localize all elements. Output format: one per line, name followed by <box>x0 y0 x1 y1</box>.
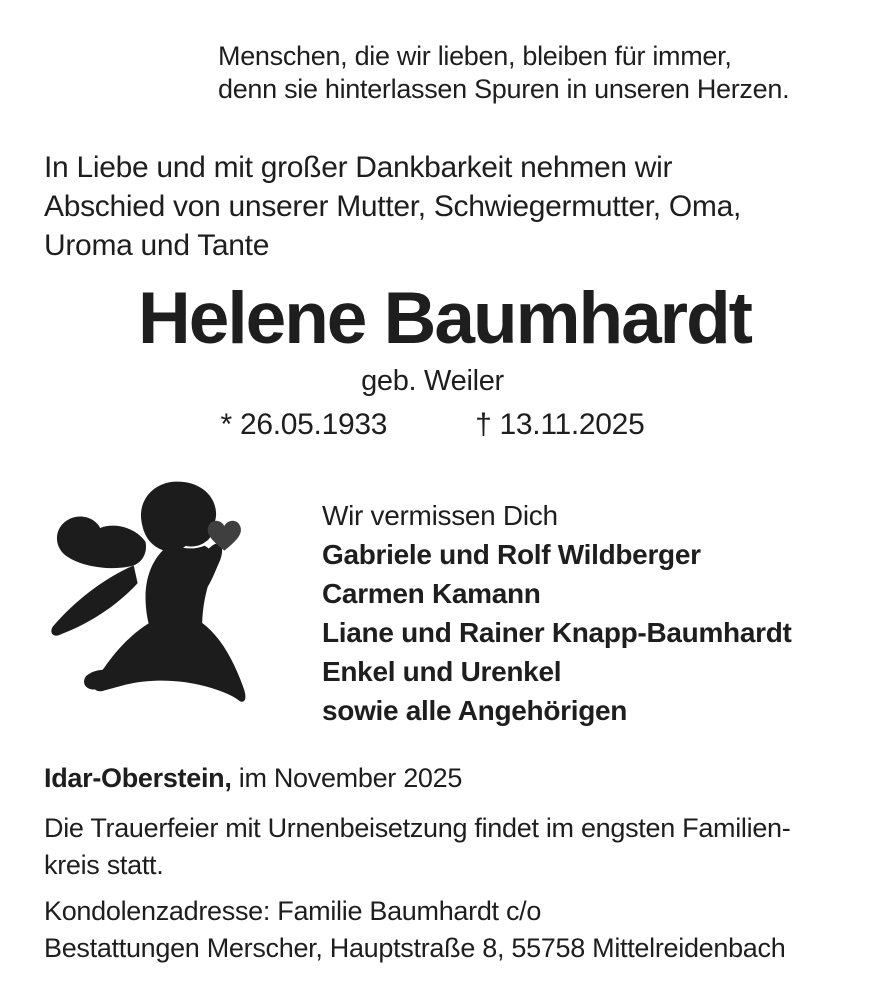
angel-svg <box>45 476 247 708</box>
intro-line: Abschied von unserer Mutter, Schwiegermutter, Oma, <box>44 190 741 223</box>
funeral-line: kreis statt. <box>44 850 164 880</box>
condolence-address <box>44 893 785 967</box>
quote-line: Menschen, die wir lieben, bleiben für immer, <box>218 41 732 71</box>
mourner-name: Enkel und Urenkel <box>322 656 562 687</box>
mourner-name: Liane und Rainer Knapp-Baumhardt <box>322 617 792 648</box>
mourner-name: Carmen Kamann <box>322 578 541 609</box>
intro-line: In Liebe und mit großer Dankbarkeit nehmen wir <box>44 151 673 184</box>
funeral-line: Die Trauerfeier mit Urnenbeisetzung findet im engsten Familien- <box>44 813 791 843</box>
deceased-name: Helene Baumhardt <box>138 278 751 359</box>
birth-date: * 26.05.1933 <box>220 408 388 441</box>
notice-date: im November 2025 <box>238 763 463 793</box>
praying-angel-silhouette-icon <box>45 476 247 708</box>
condolence-line: Kondolenzadresse: Familie Baumhardt c/o <box>44 896 542 926</box>
farewell-intro <box>44 148 741 265</box>
death-date: † 13.11.2025 <box>475 408 645 441</box>
life-dates <box>0 408 877 442</box>
quote-line: denn sie hinterlassen Spuren in unseren Herzen. <box>218 74 790 104</box>
funeral-notice <box>44 810 790 884</box>
maiden-name: geb. Weiler <box>361 365 504 397</box>
city-name: Idar-Oberstein, <box>44 763 232 793</box>
mourners-block <box>322 496 792 730</box>
mourners-heading: Wir vermissen Dich <box>322 500 558 531</box>
mourner-name: sowie alle Angehörigen <box>322 695 628 726</box>
condolence-line: Bestattungen Merscher, Hauptstraße 8, 55758 Mittelreidenbach <box>44 933 786 963</box>
city-date-line <box>44 763 462 794</box>
intro-line: Uroma und Tante <box>44 229 270 262</box>
memorial-quote <box>218 40 789 106</box>
mourner-name: Gabriele und Rolf Wildberger <box>322 539 701 570</box>
angel-silhouette-shape <box>51 482 245 702</box>
